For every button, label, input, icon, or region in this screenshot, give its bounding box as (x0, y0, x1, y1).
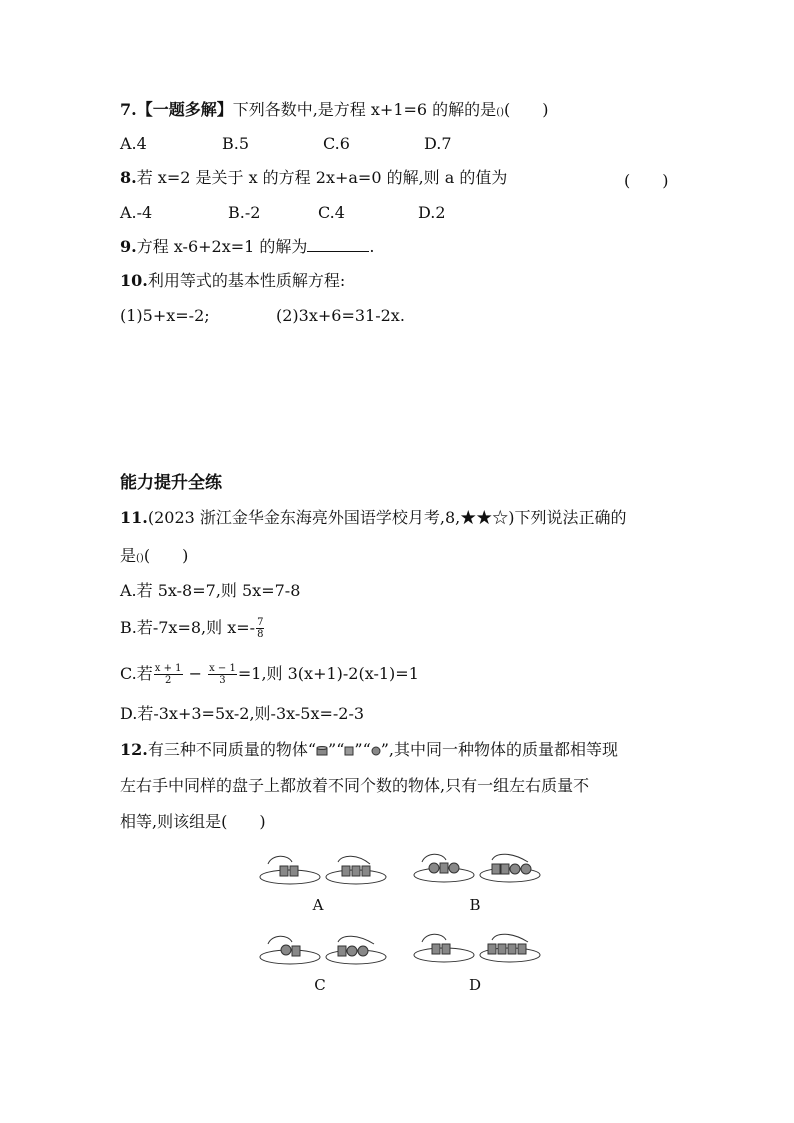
figure-label-d: D (468, 976, 482, 994)
q10-part-2: (2)3x+6=31-2x. (276, 306, 405, 325)
question-8 (120, 168, 507, 188)
question-12-line2: 左右手中同样的盘子上都放着不同个数的物体,只有一组左右质量不 (120, 776, 590, 795)
fraction (154, 663, 183, 686)
balance-figure-b (412, 850, 542, 890)
question-number: 12. (120, 740, 148, 759)
question-text: ”,其中同一种物体的质量都相等现 (380, 740, 619, 759)
question-10 (120, 271, 345, 291)
question-12 (120, 740, 618, 760)
q11-option-a: A.若 5x-8=7,则 5x=7-8 (120, 581, 301, 600)
answer-blank (307, 237, 369, 252)
q7-option-a: A.4 (120, 134, 147, 153)
question-text: 有三种不同质量的物体“ (147, 740, 317, 759)
question-text: 下列各数中,是方程 x+1=6 的解的是 (232, 100, 497, 119)
question-text: 利用等式的基本性质解方程: (147, 271, 346, 290)
question-number: 7. (120, 100, 137, 119)
balance-figure-c (258, 932, 388, 972)
cylinder-object-icon (316, 746, 328, 756)
question-number: 8. (120, 168, 137, 187)
denominator: 3 (219, 675, 226, 686)
figure-label-a: A (312, 896, 324, 914)
figure-label-b: B (469, 896, 481, 914)
q8-option-a: A.-4 (120, 203, 153, 222)
denominator: 2 (164, 675, 172, 686)
q8-option-c: C.4 (318, 203, 345, 222)
q11-option-b (120, 617, 265, 640)
question-text: 方程 x-6+2x=1 的解为 (136, 237, 308, 256)
fraction (256, 617, 264, 640)
q10-part-1: (1)5+x=-2; (120, 306, 210, 325)
option-text: =1,则 3(x+1)-2(x-1)=1 (237, 664, 419, 683)
q7-option-b: B.5 (222, 134, 250, 153)
answer-paren: ( ) (624, 171, 669, 190)
numerator: 7 (257, 617, 264, 628)
answer-paren: ( ) (504, 100, 549, 119)
denominator: 8 (257, 629, 264, 640)
q8-option-d: D.2 (418, 203, 446, 222)
cube-object-icon (344, 746, 354, 756)
question-text: ”“ (354, 740, 371, 759)
question-text: 是 (120, 546, 137, 565)
minus-sign: − (188, 664, 203, 683)
option-text: B.若-7x=8,则 x=- (120, 618, 256, 637)
question-text: 若 x=2 是关于 x 的方程 2x+a=0 的解,则 a 的值为 (136, 168, 508, 187)
numerator: x + 1 (154, 663, 182, 674)
question-number: 11. (120, 508, 148, 527)
q11-option-d: D.若-3x+3=5x-2,则-3x-5x=-2-3 (120, 704, 365, 723)
question-11 (120, 508, 627, 528)
question-text: (2023 浙江金华金东海亮外国语学校月考,8,★★☆)下列说法正确的 (147, 508, 627, 527)
question-7 (120, 100, 549, 123)
numerator: x − 1 (209, 663, 236, 674)
fraction (208, 663, 237, 686)
balance-figure-a (258, 852, 388, 892)
question-11-line2 (120, 546, 188, 569)
question-tag: 【一题多解】 (136, 100, 233, 119)
question-number: 9. (120, 237, 137, 256)
question-ref: () (496, 107, 504, 118)
sphere-object-icon (371, 746, 381, 756)
question-text: ”“ (328, 740, 345, 759)
question-number: 10. (120, 271, 148, 290)
section-heading: 能力提升全练 (120, 473, 222, 493)
figure-label-c: C (314, 976, 326, 994)
question-ref: () (136, 553, 144, 564)
balance-figure-d (412, 930, 542, 970)
q8-option-b: B.-2 (228, 203, 261, 222)
q7-option-d: D.7 (424, 134, 452, 153)
period: . (369, 237, 375, 256)
q11-option-c (120, 663, 419, 686)
answer-paren: ( ) (143, 546, 189, 565)
question-12-line3: 相等,则该组是( ) (120, 812, 266, 831)
option-text: C.若 (120, 664, 153, 683)
q7-option-c: C.6 (323, 134, 350, 153)
question-9 (120, 237, 375, 257)
